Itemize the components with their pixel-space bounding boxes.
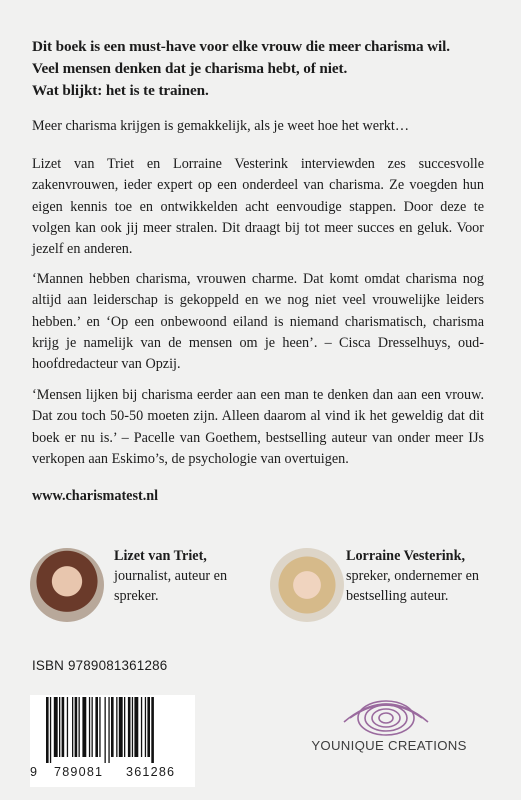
publisher-logo xyxy=(296,696,486,766)
author-photo-lizet xyxy=(30,548,104,622)
barcode-digits-left: 789081 xyxy=(54,765,104,779)
author-name: Lizet van Triet, xyxy=(114,548,207,564)
barcode xyxy=(30,695,195,787)
author-name: Lorraine Vesterink, xyxy=(346,548,466,564)
about-paragraph: Lizet van Triet en Lorraine Vesterink interviewden zes succesvolle zakenvrouwen, ieder expert op een onderdeel van charisma. Ze voegden hun eigen kennis toe en ontwikkelden acht eenvoudige stappen. Door deze te volgen kan ook jij meer stralen. Dit draagt bij tot meer succes en geluk. Voor jezelf en anderen. xyxy=(32,156,484,258)
author-role: spreker, ondernemer en xyxy=(346,568,479,584)
barcode-digits-right: 361286 xyxy=(126,765,176,779)
isbn-number: ISBN 9789081361286 xyxy=(32,658,168,673)
fingerprint-icon xyxy=(320,696,452,736)
quote-dresselhuys: ‘Mannen hebben charisma, vrouwen charme. Dat komt omdat charisma nog altijd aan leiderschap is gekoppeld en we nog niet veel vrouwelijke leiders hebben.’ en ‘Op een onbewoond eiland is niemand charismatisch, charisma krijg je namelijk van de mensen om je heen’. – Cisca Dresselhuys, oud-hoofdredacteur van Opzij. xyxy=(32,271,484,373)
website-link[interactable]: www.charismatest.nl xyxy=(32,488,159,504)
author-role: bestselling auteur. xyxy=(346,588,449,604)
headline xyxy=(32,36,502,102)
intro-paragraph: Meer charisma krijgen is gemakkelijk, als je weet hoe het werkt… xyxy=(32,118,410,134)
headline-line-1: Dit boek is een must-have voor elke vrouw die meer charisma wil. xyxy=(32,38,450,55)
barcode-bars xyxy=(40,697,190,763)
author-photo-lorraine xyxy=(270,548,344,622)
barcode-digit: 9 xyxy=(30,765,39,779)
quote-van-goethem: ‘Mensen lijken bij charisma eerder aan een man te denken dan aan een vrouw. Dat zou toch 50-50 moeten zijn. Alleen daarom al vind ik het geweldig dat dit boek er nu is.’ – Pacelle van Goethem, bestselling auteur van onder meer IJs verkopen aan Eskimo’s, de psychologie van overtuigen. xyxy=(32,387,484,467)
headline-line-2: Veel mensen denken dat je charisma hebt, of niet. xyxy=(32,60,348,77)
publisher-name: YOUNIQUE CREATIONS xyxy=(311,738,467,753)
author-role: spreker. xyxy=(114,588,159,604)
author-role: journalist, auteur en xyxy=(114,568,228,584)
headline-line-3: Wat blijkt: het is te trainen. xyxy=(32,82,209,99)
